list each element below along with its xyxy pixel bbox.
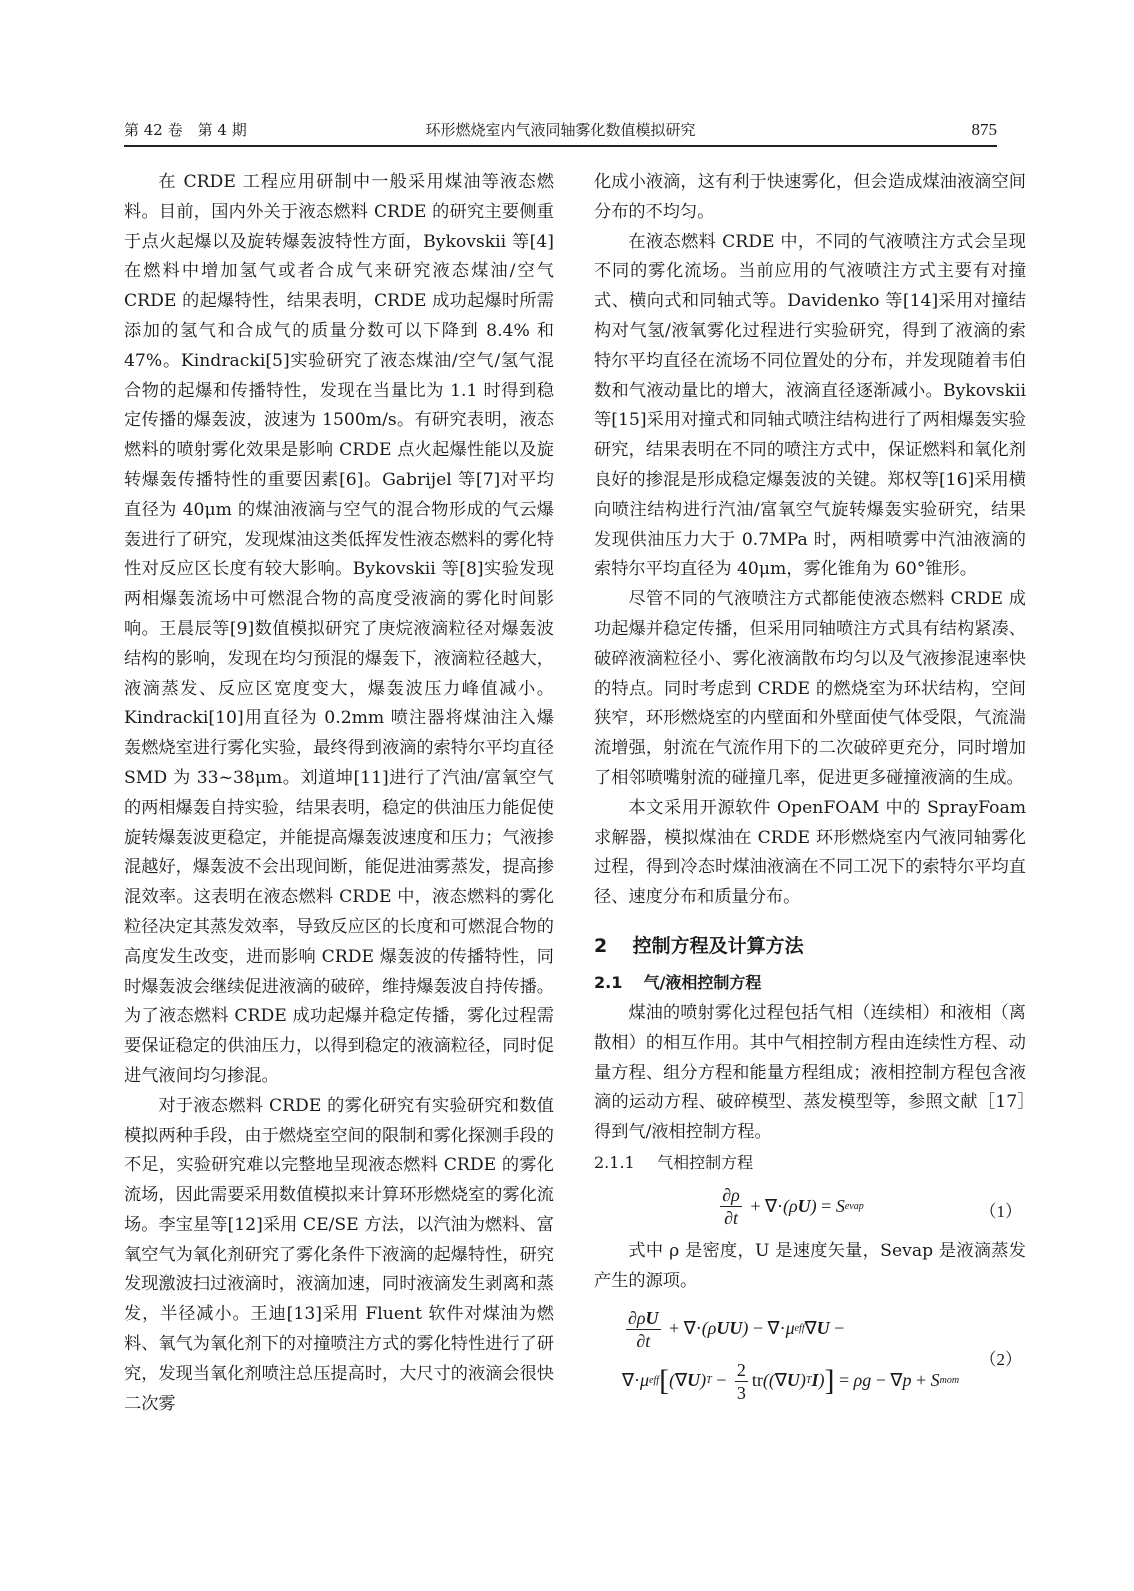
- paragraph-this-work: 本文采用开源软件 OpenFOAM 中的 SprayFoam 求解器，模拟煤油在 CRDE 环形燃烧室内气液同轴雾化过程，得到冷态时煤油液滴在不同工况下的索特尔平均直径、速度分布和质量分布。: [594, 797, 1026, 908]
- paragraph-symbol-definitions: 式中 ρ 是密度，U 是速度矢量，Sevap 是液滴蒸发产生的源项。: [594, 1240, 1026, 1291]
- right-column: [594, 168, 1026, 1413]
- paragraph-atomization-research: 对于液态燃料 CRDE 的雾化研究有实验研究和数值模拟两种手段，由于燃烧室空间的限制和雾化探测手段的不足，实验研究难以完整地呈现液态燃料 CRDE 的雾化流场，因此需要采用数值模拟来计算环形燃烧室的雾化流场。李宝星等[12]采用 CE/SE 方法，以汽油为燃料、富氧空气为氧化剂研究了雾化条件下液滴的起爆特性，研究发现激波扫过液滴时，液滴加速，同时液滴发生剥离和蒸发，半径减小。王迪[13]采用 Fluent 软件对煤油为燃料、氧气为氧化剂下的对撞喷注方式的雾化特性进行了研究，发现当氧化剂喷注总压提高时，大尺寸的液滴会很快二次雾: [124, 1095, 554, 1414]
- subsubsection-title: 气相控制方程: [657, 1152, 754, 1172]
- equation-number-2: （2）: [979, 1349, 1022, 1369]
- paragraph-coaxial-advantages: 尽管不同的气液喷注方式都能使液态燃料 CRDE 成功起爆并稳定传播，但采用同轴喷注方式具有结构紧凑、破碎液滴粒径小、雾化液滴散布均匀以及气液掺混速率快的特点。同时考虑到 CRDE 的燃烧室为环状结构，空间狭窄，环形燃烧室的内壁面和外壁面使气体受限，气流湍流增强，射流在气流作用下的二次破碎更充分，同时增加了相邻喷嘴射流的碰撞几率，促进更多碰撞液滴的生成。: [594, 589, 1026, 788]
- equation-2-momentum: $\frac{\partial\rho U}{\partial t}$ + ∇· (ρ UU ) − ∇· μ eff ∇ U − ∇· μ eff [ ( ∇ U ) T − $\frac{2}{3}$ tr (( ∇ U ) T I ) ] = ρg − ∇ p + S mom （2）: [622, 1307, 1022, 1403]
- subsection-heading-2-1: [594, 969, 1026, 997]
- left-column: [124, 168, 554, 1419]
- subsubsection-number: 2.1.1: [594, 1152, 635, 1172]
- subsection-number: 2.1: [594, 972, 623, 992]
- article-short-title: 环形燃烧室内气液同轴雾化数值模拟研究: [425, 121, 696, 139]
- section-heading-2: [594, 931, 1026, 961]
- paragraph-liquid-fuel-crde: 在 CRDE 工程应用研制中一般采用煤油等液态燃料。目前，国内外关于液态燃料 CRDE 的研究主要侧重于点火起爆以及旋转爆轰波特性方面，Bykovskii 等[4]在燃料中增加氢气或者合成气来研究液态煤油/空气 CRDE 的起爆特性，结果表明，CRDE 成功起爆时所需添加的氢气和合成气的质量分数可以下降到 8.4% 和 47%。Kindracki[5]实验研究了液态煤油/空气/氢气混合物的起爆和传播特性，发现在当量比为 1.1 时得到稳定传播的爆轰波，波速为 1500m/s。有研究表明，液态燃料的喷射雾化效果是影响 CRDE 点火起爆性能以及旋转爆轰传播特性的重要因素[6]。Gabrijel 等[7]对平均直径为 40μm 的煤油液滴与空气的混合物形成的气云爆轰进行了研究，发现煤油这类低挥发性液态燃料的雾化特性对反应区长度有较大影响。Bykovskii 等[8]实验发现两相爆轰流场中可燃混合物的高度受液滴的雾化时间影响。王晨辰等[9]数值模拟研究了庚烷液滴粒径对爆轰波结构的影响，发现在均匀预混的爆轰下，液滴粒径越大，液滴蒸发、反应区宽度变大，爆轰波压力峰值减小。Kindracki[10]用直径为 0.2mm 喷注器将煤油注入爆轰燃烧室进行雾化实验，最终得到液滴的索特尔平均直径 SMD 为 33~38μm。刘道坤[11]进行了汽油/富氧空气的两相爆轰自持实验，结果表明，稳定的供油压力能促使旋转爆轰波更稳定，并能提高爆轰波速度和压力；气液掺混越好，爆轰波不会出现间断，能促进油雾蒸发，提高掺混效率。这表明在液态燃料 CRDE 中，液态燃料的雾化粒径决定其蒸发效率，导致反应区的长度和可燃混合物的高度发生改变，进而影响 CRDE 爆轰波的传播特性，同时爆轰波会继续促进液滴的破碎，维持爆轰波自持传播。为了液态燃料 CRDE 成功起爆并稳定传播，雾化过程需要保证稳定的供油压力，以得到稳定的液滴粒径，同时促进气液间均匀掺混。: [124, 172, 554, 1086]
- section-title: 控制方程及计算方法: [632, 934, 804, 957]
- journal-volume-issue: 第 42 卷 第 4 期: [124, 121, 247, 139]
- paragraph-governing-equations: 煤油的喷射雾化过程包括气相（连续相）和液相（离散相）的相互作用。其中气相控制方程由连续性方程、动量方程、组分方程和能量方程组成；液相控制方程包含液滴的运动方程、破碎模型、蒸发模型等，参照文献［17］得到气/液相控制方程。: [594, 1002, 1026, 1143]
- page-number: 875: [971, 120, 997, 139]
- running-header: [124, 117, 997, 143]
- subsubsection-heading-2-1-1: [594, 1148, 1026, 1177]
- paragraph-continued: 化成小液滴，这有利于快速雾化，但会造成煤油液滴空间分布的不均匀。: [594, 172, 1026, 222]
- subsection-title: 气/液相控制方程: [643, 972, 762, 992]
- equation-1-continuity: $\frac{\partial\rho}{\partial t}$ + ∇· (ρ U ) = S evap （1）: [722, 1185, 1022, 1229]
- equation-number-1: （1）: [979, 1201, 1022, 1221]
- section-number: 2: [594, 934, 608, 957]
- header-rule: [124, 145, 997, 147]
- paragraph-injection-modes: 在液态燃料 CRDE 中，不同的气液喷注方式会呈现不同的雾化流场。当前应用的气液喷注方式主要有对撞式、横向式和同轴式等。Davidenko 等[14]采用对撞结构对气氢/液氧雾化过程进行实验研究，得到了液滴的索特尔平均直径在流场不同位置处的分布，并发现随着韦伯数和气液动量比的增大，液滴直径逐渐减小。Bykovskii 等[15]采用对撞式和同轴式喷注结构进行了两相爆轰实验研究，结果表明在不同的喷注方式中，保证燃料和氧化剂良好的掺混是形成稳定爆轰波的关键。郑权等[16]采用横向喷注结构进行汽油/富氧空气旋转爆轰实验研究，结果发现供油压力大于 0.7MPa 时，两相喷雾中汽油液滴的索特尔平均直径为 40μm，雾化锥角为 60°锥形。: [594, 231, 1026, 580]
